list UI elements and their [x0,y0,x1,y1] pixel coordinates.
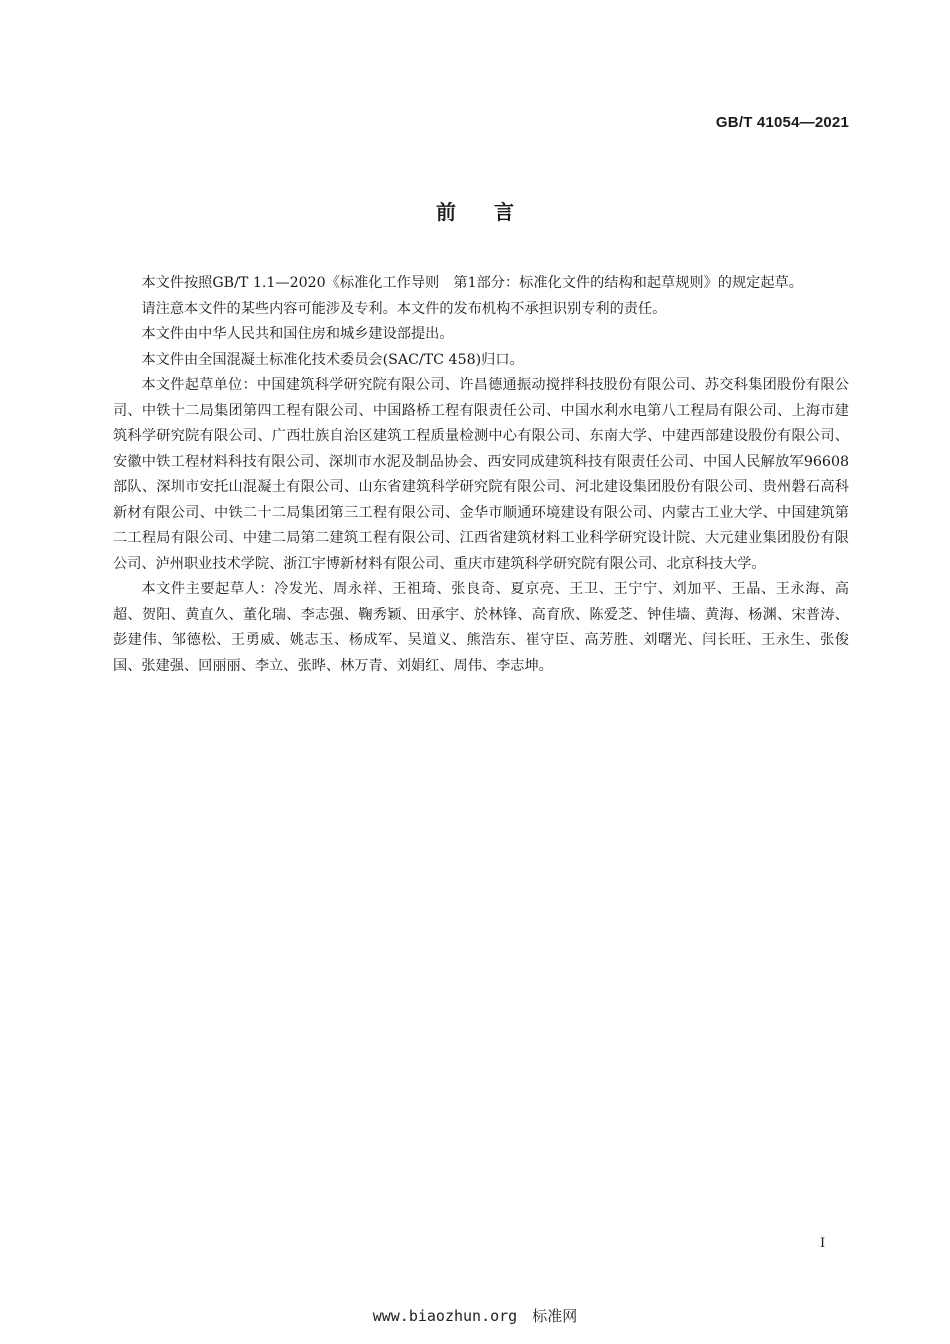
paragraph-drafting-rules: 本文件按照GB/T 1.1—2020《标准化工作导则 第1部分：标准化文件的结构和起草规则》的规定起草。 [141,275,803,291]
page-number: I [820,1236,826,1251]
page-title: 前言 [436,200,552,224]
paragraph-technical-committee: 本文件由全国混凝土标准化技术委员会(SAC/TC 458)归口。 [141,351,524,368]
paragraph-patent-notice: 请注意本文件的某些内容可能涉及专利。本文件的发布机构不承担识别专利的责任。 [141,300,667,317]
paragraph-main-drafters: 本文件主要起草人：冷发光、周永祥、王祖琦、张良奇、夏京亮、王卫、王宁宁、刘加平、王晶、王永海、高超、贺阳、黄直久、董化瑞、李志强、鞠秀颖、田承宇、於林锋、高育欣、陈爱芝、钟佳墙、黄海、杨渊、宋普涛、彭建伟、邹德松、王勇威、姚志玉、杨成军、吴道义、熊浩东、崔守臣、高芳胜、刘曙光、闫长旺、王永生、张俊国、张建强、回丽丽、李立、张晔、林万青、刘娟红、周伟、李志坤。 [113,581,849,674]
document-body [113,271,849,679]
watermark-site-name: 标准网 [532,1307,578,1325]
paragraph-drafting-organizations: 本文件起草单位：中国建筑科学研究院有限公司、许昌德通振动搅拌科技股份有限公司、苏交科集团股份有限公司、中铁十二局集团第四工程有限公司、中国路桥工程有限责任公司、中国水利水电第八工程局有限公司、上海市建筑科学研究院有限公司、广西壮族自治区建筑工程质量检测中心有限公司、东南大学、中建西部建设股份有限公司、安徽中铁工程材料科技有限公司、深圳市水泥及制品协会、西安同成建筑科技有限责任公司、中国人民解放军96608部队、深圳市安托山混凝土有限公司、山东省建筑科学研究院有限公司、河北建设集团股份有限公司、贵州磐石高科新材有限公司、中铁二十二局集团第三工程有限公司、金华市顺通环境建设有限公司、内蒙古工业大学、中国建筑第二工程局有限公司、中建二局第二建筑工程有限公司、江西省建筑材料工业科学研究设计院、大元建业集团股份有限公司、泸州职业技术学院、浙江宇博新材料有限公司、重庆市建筑科学研究院有限公司、北京科技大学。 [113,377,849,572]
paragraph-proposer: 本文件由中华人民共和国住房和城乡建设部提出。 [141,326,454,342]
site-watermark [0,1305,950,1326]
watermark-url: www.biaozhun.org [372,1307,518,1325]
standard-number: GB/T 41054—2021 [715,114,849,131]
